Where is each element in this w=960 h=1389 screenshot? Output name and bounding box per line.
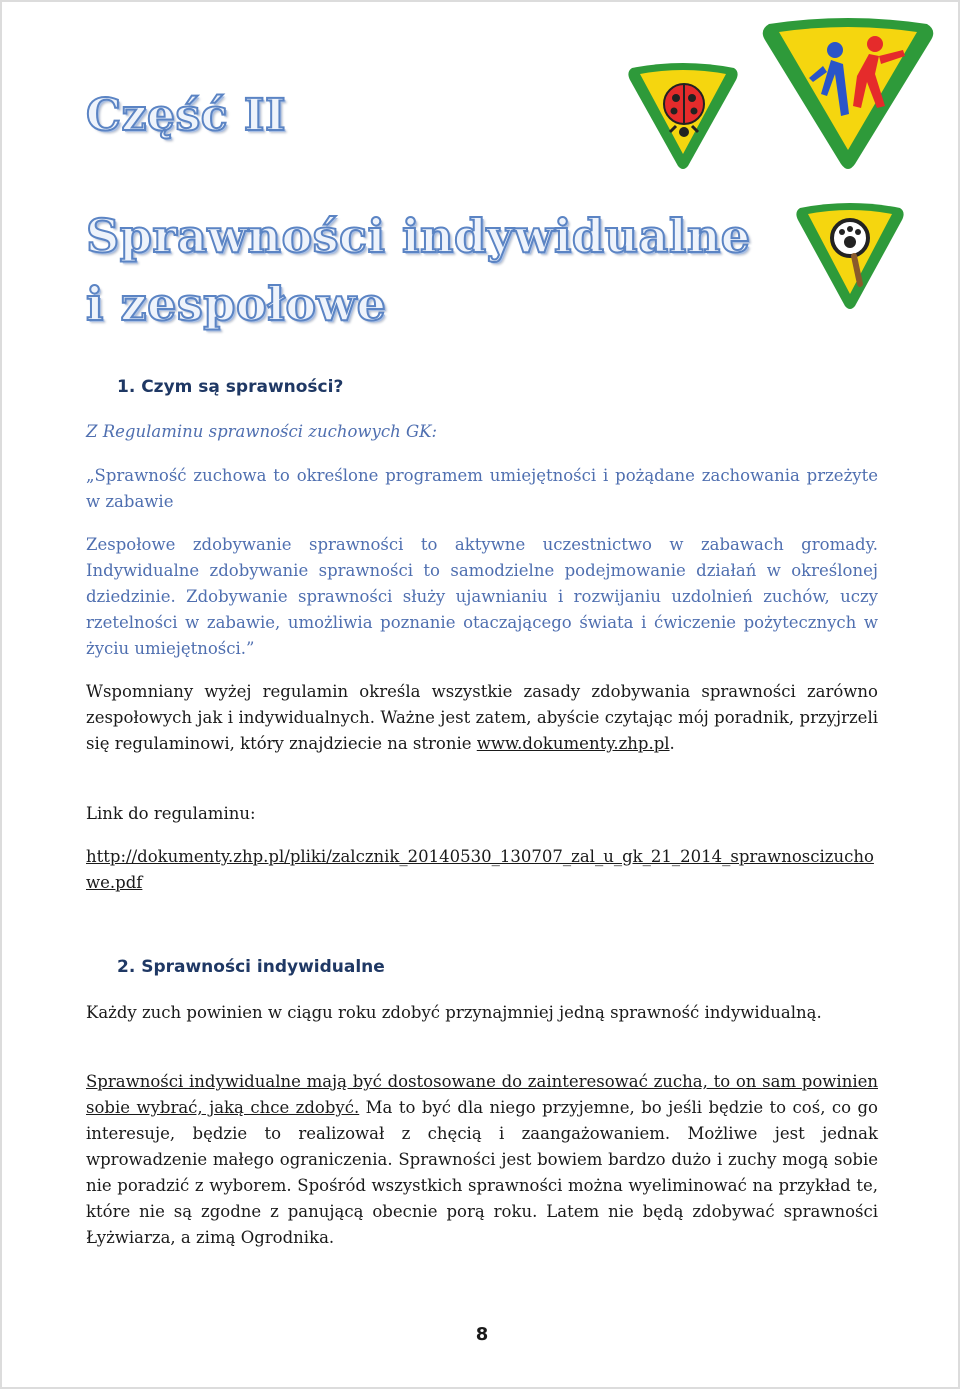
link-label: Link do regulaminu: (86, 804, 256, 823)
paragraph-individual-2-underlined: Sprawności indywidualne mają być dostosowane do zainteresować zucha, to on sam powinien sobie wybrać, jaką chce zdobyć. (86, 1072, 878, 1117)
regulations-link-paragraph (86, 844, 876, 896)
regulations-link[interactable]: http://dokumenty.zhp.pl/pliki/zalcznik_20140530_130707_zal_u_gk_21_2014_sprawnoscizuchowe.pdf (86, 847, 874, 892)
paragraph-regulations-text: Wspomniany wyżej regulamin określa wszystkie zasady zdobywania sprawności zarówno zespołowych jak i indywidualnych. Ważne jest zatem, abyście czytając mój poradnik, przyjrzeli się regulaminowi, który znajdziecie na stronie (86, 682, 878, 753)
quote-source: Z Regulaminu sprawności zuchowych GK: (86, 422, 438, 441)
magnifier-paw-badge-icon (790, 200, 910, 312)
paragraph-individual-1: Każdy zuch powinien w ciągu roku zdobyć przynajmniej jedną sprawność indywidualną. (86, 1003, 822, 1022)
paragraph-regulations (86, 679, 878, 757)
chapter-title-line1: Sprawności indywidualne (86, 209, 751, 263)
chapter-title (86, 202, 751, 338)
quote-paragraph-1: „Sprawność zuchowa to określone programem umiejętności i pożądane zachowania przeżyte w zabawie (86, 466, 878, 511)
ladybug-badge-icon (622, 60, 744, 172)
page-number: 8 (475, 1324, 489, 1345)
dancers-badge-icon (757, 16, 939, 172)
site-link-suffix: . (669, 734, 675, 753)
chapter-title-line2: i zespołowe (86, 277, 387, 331)
part-title: Część II (86, 90, 287, 141)
section-heading-what-are-badges: 1. Czym są sprawności? (117, 377, 344, 397)
quote-paragraph-2: Zespołowe zdobywanie sprawności to aktywne uczestnictwo w zabawach gromady. Indywidualne zdobywanie sprawności to samodzielne podejmowanie działań w określonej dziedzinie. Zdobywanie sprawności służy ujawnianiu i rozwijaniu uzdolnień zuchów, uczy rzetelności w zabawie, umożliwia poznanie otaczającego świata i ćwiczenie pożytecznych w życiu umiejętności.” (86, 535, 878, 658)
section-heading-individual-badges: 2. Sprawności indywidualne (117, 957, 385, 977)
paragraph-individual-2 (86, 1069, 878, 1251)
site-link[interactable]: www.dokumenty.zhp.pl (476, 734, 670, 753)
paragraph-individual-2-rest: Ma to być dla niego przyjemne, bo jeśli będzie to coś, co go interesuje, będzie to realizował z chęcią i zaangażowaniem. Możliwe jest jednak wprowadzenie małego ograniczenia. Sprawności jest bowiem bardzo dużo i zuchy mogą sobie nie poradzić z wyborem. Spośród wszystkich sprawności można wyeliminować na przykład te, które nie są zgodne z panującą obecnie porą roku. Latem nie będą zdobywać sprawności Łyżwiarza, a zimą Ogrodnika. (86, 1098, 878, 1247)
